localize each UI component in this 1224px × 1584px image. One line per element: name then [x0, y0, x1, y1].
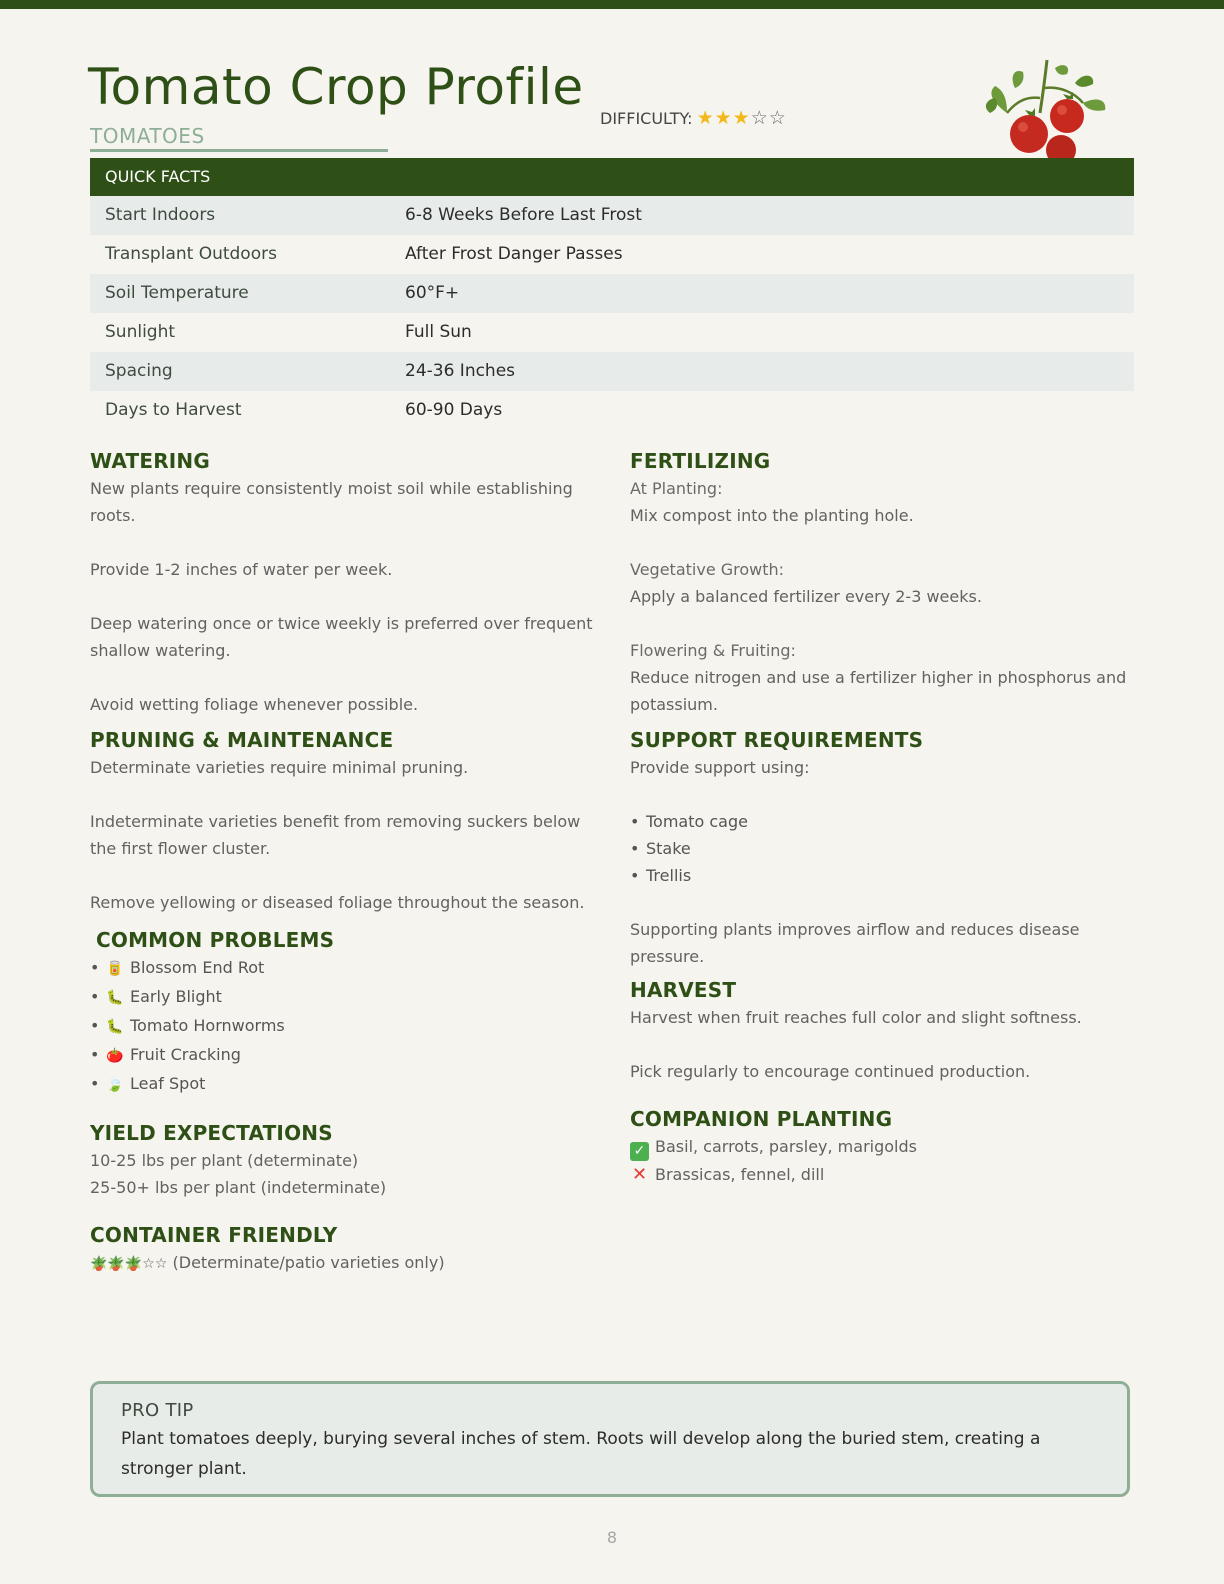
problem-label: Tomato Hornworms: [130, 1016, 285, 1035]
watering-paragraph: Avoid wetting foliage whenever possible.: [90, 695, 419, 714]
fact-label: Days to Harvest: [105, 400, 242, 420]
page-number: 8: [606, 1528, 618, 1547]
fertilizing-section: [630, 447, 1134, 718]
list-item: [90, 1041, 605, 1070]
list-item: • Trellis: [630, 862, 1134, 889]
fact-value: 60-90 Days: [405, 400, 503, 420]
table-row: [90, 391, 1134, 430]
yield-section: [90, 1119, 605, 1201]
support-intro: Provide support using:: [630, 758, 810, 777]
tomato-icon: 🍅: [106, 1048, 124, 1064]
problems-list: [90, 954, 605, 1099]
yield-heading: YIELD EXPECTATIONS: [90, 1121, 333, 1145]
yield-line: 25-50+ lbs per plant (indeterminate): [90, 1178, 387, 1197]
table-row: [90, 196, 1134, 235]
table-row: [90, 352, 1134, 391]
cross-icon: ✕: [631, 1164, 648, 1185]
list-item: [90, 1012, 605, 1041]
list-item: • Tomato cage: [630, 808, 1134, 835]
page-subtitle: TOMATOES: [90, 124, 205, 148]
potted-plant-icon: 🪴🪴🪴☆☆: [90, 1256, 168, 1272]
fertilizing-text: Apply a balanced fertilizer every 2-3 weeks.: [630, 587, 982, 606]
problem-label: Blossom End Rot: [130, 958, 265, 977]
pruning-paragraph: Indeterminate varieties benefit from removing suckers below the first flower cluster.: [90, 812, 581, 858]
table-row: [90, 235, 1134, 274]
top-accent-bar: [0, 0, 1224, 9]
fertilizing-label: Vegetative Growth:: [630, 560, 785, 579]
quick-facts-body: [90, 196, 1134, 430]
fact-value: 6-8 Weeks Before Last Frost: [405, 205, 642, 225]
companion-bad: [630, 1161, 1134, 1188]
quick-facts-table: [90, 158, 1134, 430]
fact-value: Full Sun: [405, 322, 472, 342]
companion-heading: COMPANION PLANTING: [630, 1107, 893, 1131]
list-item: [90, 1070, 605, 1099]
companion-bad-text: Brassicas, fennel, dill: [655, 1165, 825, 1184]
table-row: [90, 313, 1134, 352]
pro-tip-title: PRO TIP: [121, 1400, 194, 1421]
watering-paragraph: Provide 1-2 inches of water per week.: [90, 560, 393, 579]
harvest-paragraph: Harvest when fruit reaches full color and slight softness.: [630, 1008, 1082, 1027]
fact-label: Soil Temperature: [105, 283, 249, 303]
support-outro: Supporting plants improves airflow and reduces disease pressure.: [630, 920, 1080, 966]
table-row: [90, 274, 1134, 313]
watering-section: [90, 447, 605, 718]
fertilizing-heading: FERTILIZING: [630, 449, 771, 473]
leaf-icon: 🍃: [106, 1077, 124, 1093]
left-column: [90, 447, 605, 1278]
quick-facts-heading: QUICK FACTS: [90, 158, 1134, 196]
support-section: [630, 726, 1134, 970]
fact-label: Transplant Outdoors: [105, 244, 277, 264]
check-icon: ✓: [630, 1142, 649, 1161]
fertilizing-label: Flowering & Fruiting:: [630, 641, 796, 660]
difficulty-stars: [697, 107, 787, 129]
pruning-paragraph: Remove yellowing or diseased foliage throughout the season.: [90, 893, 585, 912]
fertilizing-text: Mix compost into the planting hole.: [630, 506, 914, 525]
fact-label: Start Indoors: [105, 205, 216, 225]
container-rating: [90, 1249, 605, 1278]
list-item: [90, 983, 605, 1012]
difficulty-rating: [600, 107, 787, 129]
problem-label: Early Blight: [130, 987, 222, 1006]
watering-paragraph: Deep watering once or twice weekly is preferred over frequent shallow watering.: [90, 614, 593, 660]
can-icon: 🥫: [106, 961, 124, 977]
star-empty-icon: ☆: [750, 107, 769, 129]
fertilizing-text: Reduce nitrogen and use a fertilizer higher in phosphorus and potassium.: [630, 668, 1127, 714]
right-column: [630, 447, 1134, 1188]
support-heading: SUPPORT REQUIREMENTS: [630, 728, 924, 752]
list-item: • Stake: [630, 835, 1134, 862]
bug-icon: 🐛: [106, 1019, 124, 1035]
companion-good: [630, 1133, 1134, 1161]
container-note: (Determinate/patio varieties only): [172, 1253, 445, 1272]
page-title: Tomato Crop Profile: [88, 58, 584, 116]
star-filled-icon: ★: [696, 107, 715, 129]
fact-value: 60°F+: [405, 283, 460, 303]
fact-value: After Frost Danger Passes: [405, 244, 623, 264]
harvest-section: [630, 976, 1134, 1085]
pruning-section: [90, 726, 605, 916]
watering-paragraph: New plants require consistently moist soil while establishing roots.: [90, 479, 573, 525]
harvest-heading: HARVEST: [630, 978, 737, 1002]
star-filled-icon: ★: [732, 107, 751, 129]
fact-label: Spacing: [105, 361, 173, 381]
star-filled-icon: ★: [714, 107, 733, 129]
fertilizing-label: At Planting:: [630, 479, 723, 498]
pruning-paragraph: Determinate varieties require minimal pruning.: [90, 758, 469, 777]
pro-tip-text: Plant tomatoes deeply, burying several inches of stem. Roots will develop along the buried stem, creating a stronger plant.: [121, 1429, 1041, 1479]
problems-section: [90, 926, 605, 1099]
companion-good-text: Basil, carrots, parsley, marigolds: [655, 1137, 917, 1156]
list-item: [90, 954, 605, 983]
problem-label: Fruit Cracking: [130, 1045, 241, 1064]
fact-label: Sunlight: [105, 322, 176, 342]
fact-value: 24-36 Inches: [405, 361, 516, 381]
watering-heading: WATERING: [90, 449, 210, 473]
bug-icon: 🐛: [106, 990, 124, 1006]
tomato-illustration: [985, 58, 1115, 158]
difficulty-label: DIFFICULTY:: [600, 108, 693, 128]
problem-label: Leaf Spot: [130, 1074, 206, 1093]
pro-tip-box: [90, 1381, 1130, 1497]
star-empty-icon: ☆: [768, 107, 787, 129]
harvest-paragraph: Pick regularly to encourage continued production.: [630, 1062, 1031, 1081]
companion-section: [630, 1105, 1134, 1188]
container-section: [90, 1221, 605, 1278]
problems-heading: COMMON PROBLEMS: [96, 928, 335, 952]
container-heading: CONTAINER FRIENDLY: [90, 1223, 338, 1247]
support-list: [630, 808, 1134, 889]
yield-line: 10-25 lbs per plant (determinate): [90, 1151, 359, 1170]
subtitle-underline: [90, 149, 388, 152]
pruning-heading: PRUNING & MAINTENANCE: [90, 728, 394, 752]
